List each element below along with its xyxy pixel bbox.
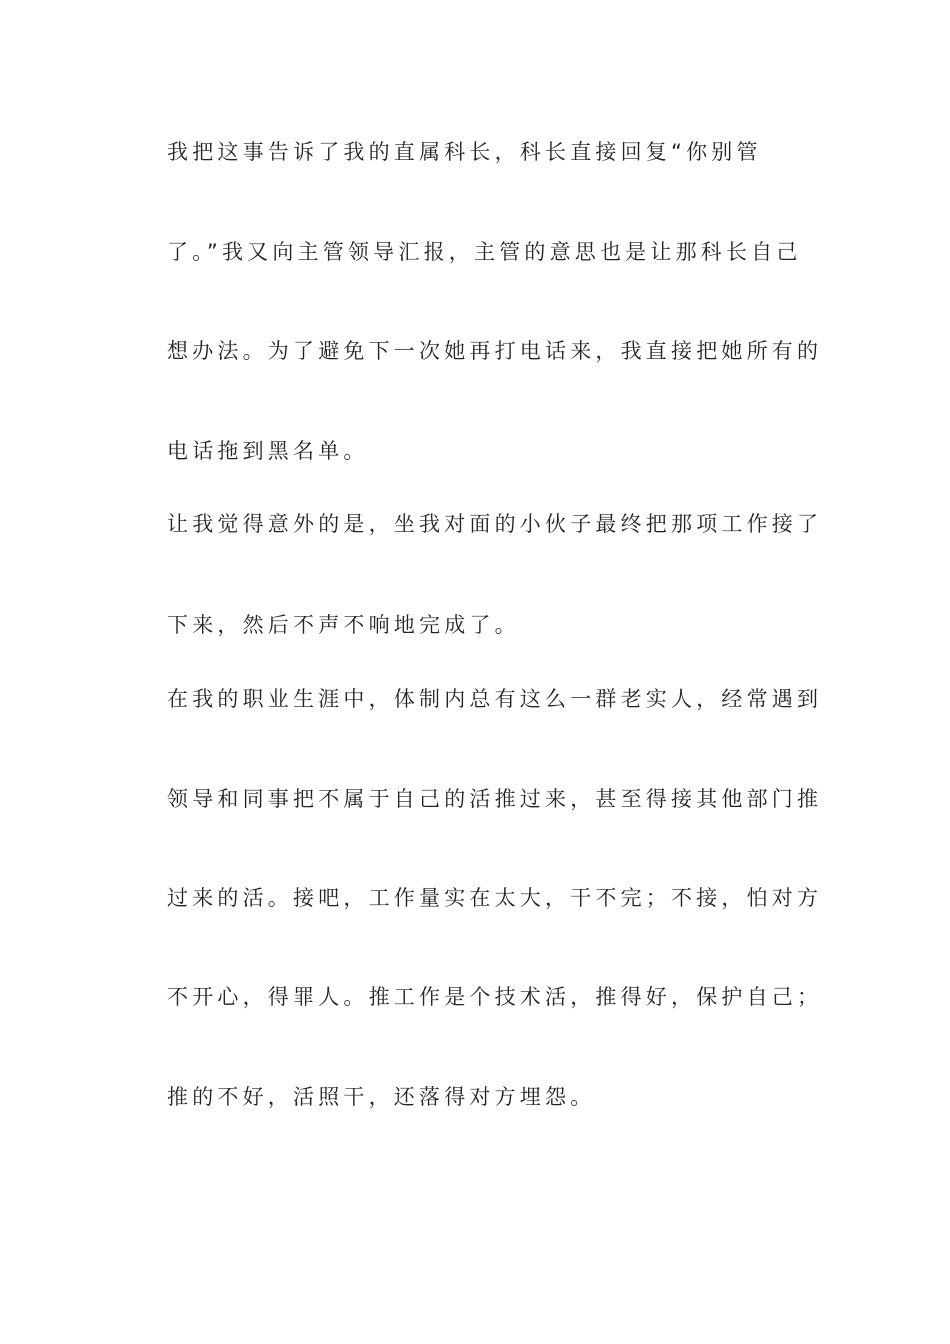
text-line: 在我的职业生涯中，体制内总有这么一群老实人，经常遇到 (167, 687, 823, 711)
text-line: 不开心，得罪人。推工作是个技术活，推得好，保护自己； (167, 985, 823, 1009)
text-line: 推的不好，活照干，还落得对方埋怨。 (167, 1085, 596, 1109)
text-line: 过来的活。接吧，工作量实在太大，干不完；不接，怕对方 (167, 886, 823, 910)
text-line: 让我觉得意外的是，坐我对面的小伙子最终把那项工作接了 (167, 512, 823, 536)
text-line: 了。”我又向主管领导汇报，主管的意思也是让那科长自己 (167, 240, 802, 264)
text-line: 电话拖到黑名单。 (167, 439, 369, 463)
text-line: 我把这事告诉了我的直属科长，科长直接回复“你别管 (167, 140, 762, 164)
text-line: 下来，然后不声不响地完成了。 (167, 613, 520, 637)
text-line: 想办法。为了避免下一次她再打电话来，我直接把她所有的 (167, 339, 823, 363)
text-line: 领导和同事把不属于自己的活推过来，甚至得接其他部门推 (167, 787, 823, 811)
